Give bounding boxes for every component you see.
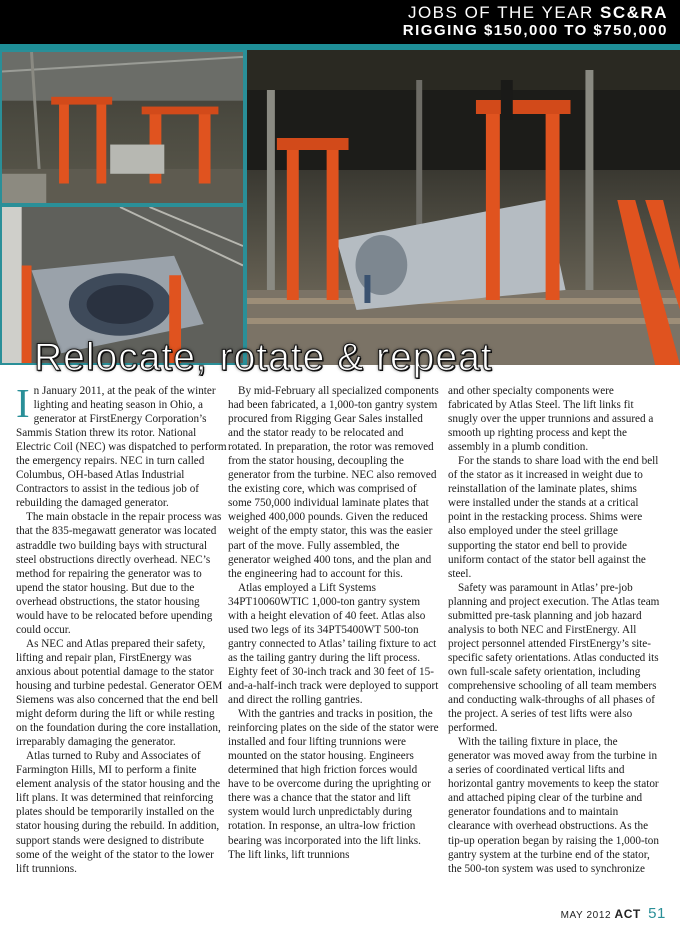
article-column-3 [448, 384, 660, 876]
header-band [0, 0, 680, 44]
article-column-2 [228, 384, 440, 862]
subsection-label: RIGGING $150,000 TO $750,000 [402, 22, 668, 39]
article-paragraph: Atlas employed a Lift Systems 34PT10060WTIC 1,000-ton gantry system with a height elevation of 40 feet. Atlas also used two legs of its 34PT5400WT 500-ton gantry connected to Atlas’ tailing fixture to act as the tailing gantry during the lift process. Eighty feet of 30-inch track and 30 feet of 15-and-a-half-inch track were deployed to support and direct the rolling gantries. [228, 581, 439, 707]
article-paragraph: As NEC and Atlas prepared their safety, lifting and repair plan, FirstEnergy was anxious about potential damage to the stator housing and turbine pedestal. Generator OEM Siemens was also concerned that the end bell might deform during the lift or while resting on the foundation during the core installation, irreparably damaging the generator. [16, 637, 223, 749]
section-label: JOBS OF THE YEAR SC&RA [407, 3, 668, 22]
article-headline: Relocate, rotate & repeat [34, 336, 493, 379]
article-paragraph: The main obstacle in the repair process was that the 835-megawatt generator was located astraddle two building bays with structural steel obstructions directly overhead. NEC’s method for repairing the generator was to upend the stator housing. But due to the overhead obstructions, the stator housing would have to be relocated before upending could occur. [16, 511, 222, 636]
article-paragraph: and other specialty components were fabricated by Atlas Steel. The lift links fit snugly over the upper trunnions and assured a smooth up righting process and kept the assembly in a plumb condition. [448, 385, 654, 454]
article-paragraph: Atlas turned to Ruby and Associates of Farmington Hills, MI to perform a finite element analysis of the stator housing and the lift plans. It was determined that reinforcing plates should be temporarily installed on the stator housing during the rebuild. In addition, support stands were designed to distribute some of the weight of the stator to the lower lift trunnions. [16, 750, 221, 875]
photo-gantry-overview [0, 50, 245, 205]
article-paragraph: For the stands to share load with the end bell of the stator as it increased in weight due to reinstallation of the laminate plates, shims were installed under the stands at a critical point in the restacking process. Shims were also employed under the steel grillage supporting the stator end bell to provide uniform contact of the stator bell against the steel. [448, 455, 659, 580]
article-paragraph: In January 2011, at the peak of the winter lighting and heating season in Ohio, a generator at FirstEnergy Corporation’s Sammis Station threw its rotor. National Electric Coil (NEC) was dispatched to perform the emergency repairs. NEC in turn called Columbus, OH-based Atlas Industrial Contractors to assist in the tedious job of rebuilding the damaged generator. [16, 380, 227, 510]
issue-date: MAY 2012 [560, 910, 612, 921]
magazine-name: ACT [614, 907, 641, 921]
article-paragraph: With the tailing fixture in place, the generator was moved away from the turbine in a series of coordinated vertical lifts and horizontal gantry movements to keep the stator and attached piping clear of the turbine and generator foundations and to maintain clearance with overhead obstructions. As the tip-up operation began by raising the 1,000-ton gantry system at the turbine end of the stator, the 500-ton system was used to synchronize [448, 736, 659, 875]
article-column-1 [16, 380, 228, 876]
article-paragraph: By mid-February all specialized components had been fabricated, a 1,000-ton gantry system procured from Rigging Gear Sales installed and the stator ready to be relocated and rotated. In preparation, the rotor was removed from the stator housing, decoupling the generator from the turbine. NEC also removed the existing core, which was comprised of some 750,000 individual laminate plates that weighed 400,000 pounds. Given the reduced weight of the empty stator, this was the easier part of the move. Fully assembled, the generator weighed 400 tons, and the plan and the engineering had to account for this. [228, 385, 439, 580]
page-footer [561, 905, 666, 922]
dropcap: I [16, 380, 30, 426]
photo-stator-rotation [245, 50, 680, 365]
page-number: 51 [648, 905, 666, 922]
article-paragraph: With the gantries and tracks in position, the reinforcing plates on the side of the stator were installed and four lifting trunnions were mounted on the stator housing. Engineers determined that high friction forces would have to be overcome during the uprighting or there was a chance that the stator and lift system would lurch unpredictably during rotation. In response, an ultra-low friction bearing was incorporated into the lift links. The lift links, lift trunnions [228, 708, 439, 861]
article-paragraph: Safety was paramount in Atlas’ pre-job planning and project execution. The Atlas team submitted pre-task planning and job hazard analysis to both NEC and FirstEnergy. All project personnel attended FirstEnergy’s site-specific safety orientations. Atlas conducted its own full-scale safety orientation, including comprehensive schooling of all team members and conducting walk-throughs of all phases of the project. A series of test lifts were also performed. [448, 581, 660, 735]
